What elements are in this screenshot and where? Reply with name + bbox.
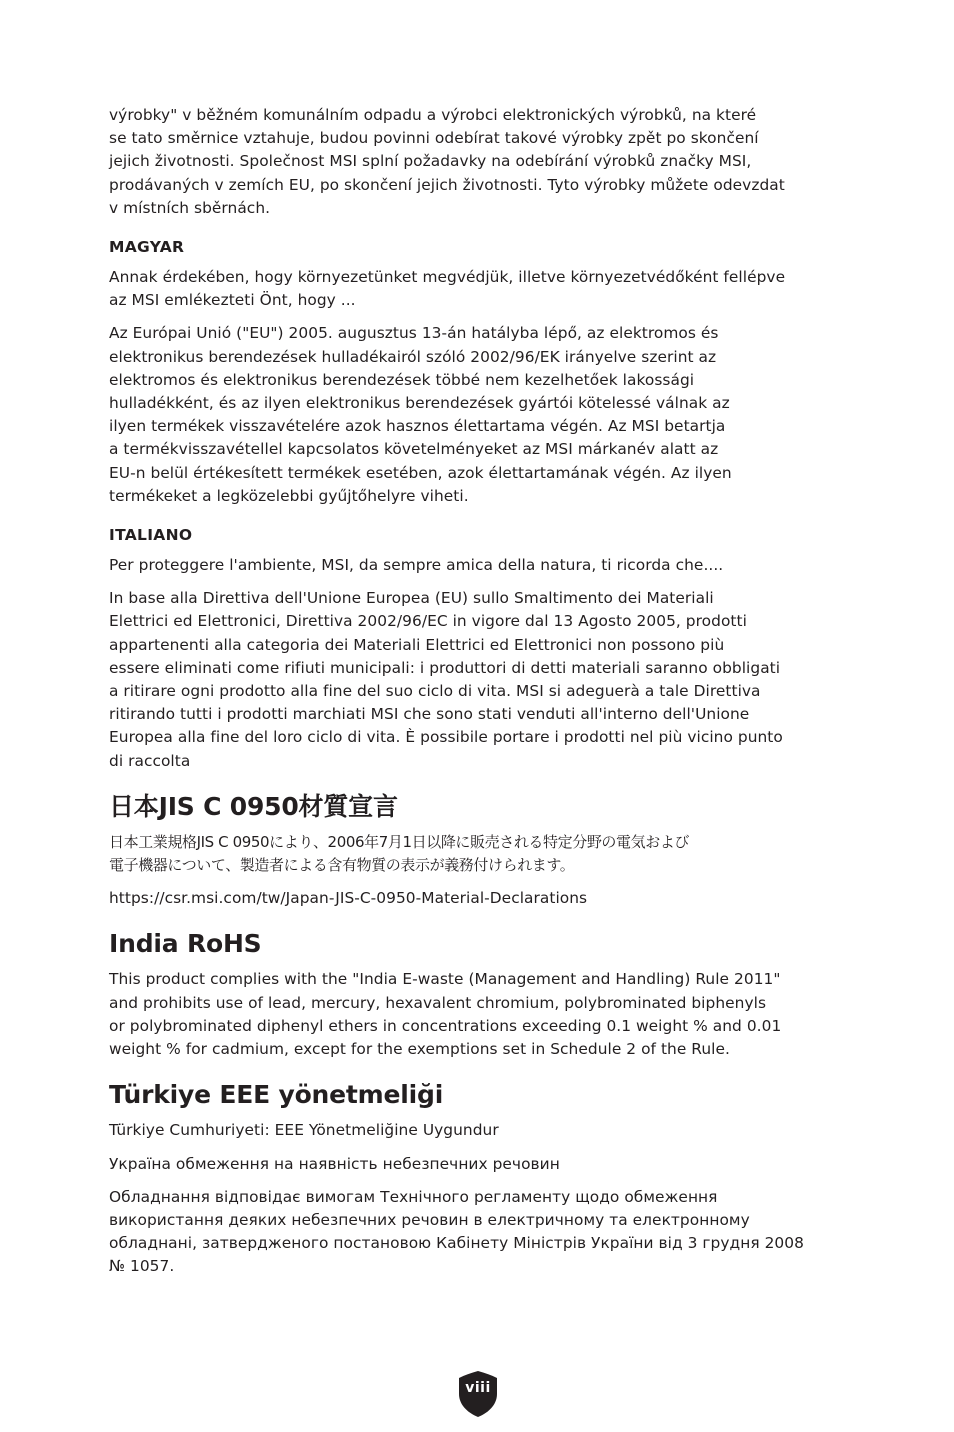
magyar-paragraph-2: Az Európai Unió ("EU") 2005. augusztus 13-án hatályba lépő, az elektromos és elektronikus berendezések hulladékairól szóló 2002/96/EK irányelve szerint az elektromos és elektronikus berendezések többé nem kezelhetőek lakossági hulladékként, és az ilyen elektronikus berendezések gyártói kötelessé válnak az ilyen termékek visszavételére azok hasznos élettartama végén. Az MSI betartja a termékvisszavétellel kapcsolatos követelményeket az MSI márkanév alatt az EU-n belül értékesített termékek esetében, azok élettartamának végén. Az ilyen termékeket a legközelebbi gyűjtőhelyre viheti. [109, 324, 732, 505]
section-italiano [109, 524, 849, 773]
turkiye-eee-heading: Türkiye EEE yönetmeliği [109, 1080, 444, 1110]
page-number: viii [465, 1380, 491, 1396]
section-magyar [109, 236, 849, 508]
italiano-paragraph-1: Per proteggere l'ambiente, MSI, da sempre amica della natura, ti ricorda che.... [109, 556, 724, 575]
turkiye-eee-paragraph: Türkiye Cumhuriyeti: EEE Yönetmeliğine Uygundur [109, 1121, 499, 1140]
japan-jis-url[interactable]: https://csr.msi.com/tw/Japan-JIS-C-0950-Material-Declarations [109, 889, 588, 908]
magyar-heading: MAGYAR [109, 238, 185, 257]
ukraine-rohs-paragraph: Обладнання відповідає вимогам Технічного регламенту щодо обмеження використання деяких небезпечних речовин в електричному та електронному обладнані, затвердженого постановою Кабінету Міністрів України від 3 грудня 2008 № 1057. [109, 1187, 804, 1276]
page-number-badge [458, 1370, 498, 1418]
italiano-paragraph-2: In base alla Direttiva dell'Unione Europea (EU) sullo Smaltimento dei Materiali Elettrici ed Elettronici, Direttiva 2002/96/EC in vigore dal 13 Agosto 2005, prodotti appartenenti alla categoria dei Materiali Elettrici ed Elettronici non possono più essere eliminati come rifiuti municipali: i produttori di detti materiali saranno obbligati a ritirare ogni prodotto alla fine del suo ciclo di vita. MSI si adeguerà a tale Direttiva ritirando tutti i prodotti marchiati MSI che sono stati venduti all'interno dell'Unione Europea alla fine del loro ciclo di vita. È possibile portare i prodotti nel più vicino punto di raccolta [109, 589, 783, 770]
japan-jis-heading: 日本JIS C 0950材質宣言 [109, 791, 398, 821]
section-india-rohs [109, 928, 849, 1061]
czech-continuation-paragraph: výrobky" v běžném komunálním odpadu a výrobci elektronických výrobků, na které se tato směrnice vztahuje, budou povinni odebírat takové výrobky zpět po skončení jejich životnosti. Společnost MSI splní požadavky na odebírání výrobků značky MSI, prodávaných v zemích EU, po skončení jejich životnosti. Tyto výrobky můžete odevzdat v místních sběrnách. [109, 106, 785, 217]
india-rohs-heading: India RoHS [109, 929, 262, 959]
ukraine-rohs-title: Україна обмеження на наявність небезпечних речовин [109, 1154, 560, 1173]
magyar-paragraph-1: Annak érdekében, hogy környezetünket megvédjük, illetve környezetvédőként fellépve az MSI emlékezteti Önt, hogy ... [109, 268, 786, 310]
italiano-heading: ITALIANO [109, 526, 193, 545]
india-rohs-paragraph: This product complies with the "India E-waste (Management and Handling) Rule 2011" and prohibits use of lead, mercury, hexavalent chromium, polybrominated biphenyls or polybrominated diphenyl ethers in concentrations exceeding 0.1 weight % and 0.01 weight % for cadmium, except for the exemptions set in Schedule 2 of the Rule. [109, 970, 782, 1059]
section-turkiye-eee [109, 1079, 849, 1278]
page-content [109, 104, 849, 1289]
japan-jis-paragraph: 日本工業規格JIS C 0950により、2006年7月1日以降に販売される特定分野の電気および 電子機器について、製造者による含有物質の表示が義務付けられます。 [109, 832, 690, 875]
section-japan-jis [109, 791, 849, 911]
